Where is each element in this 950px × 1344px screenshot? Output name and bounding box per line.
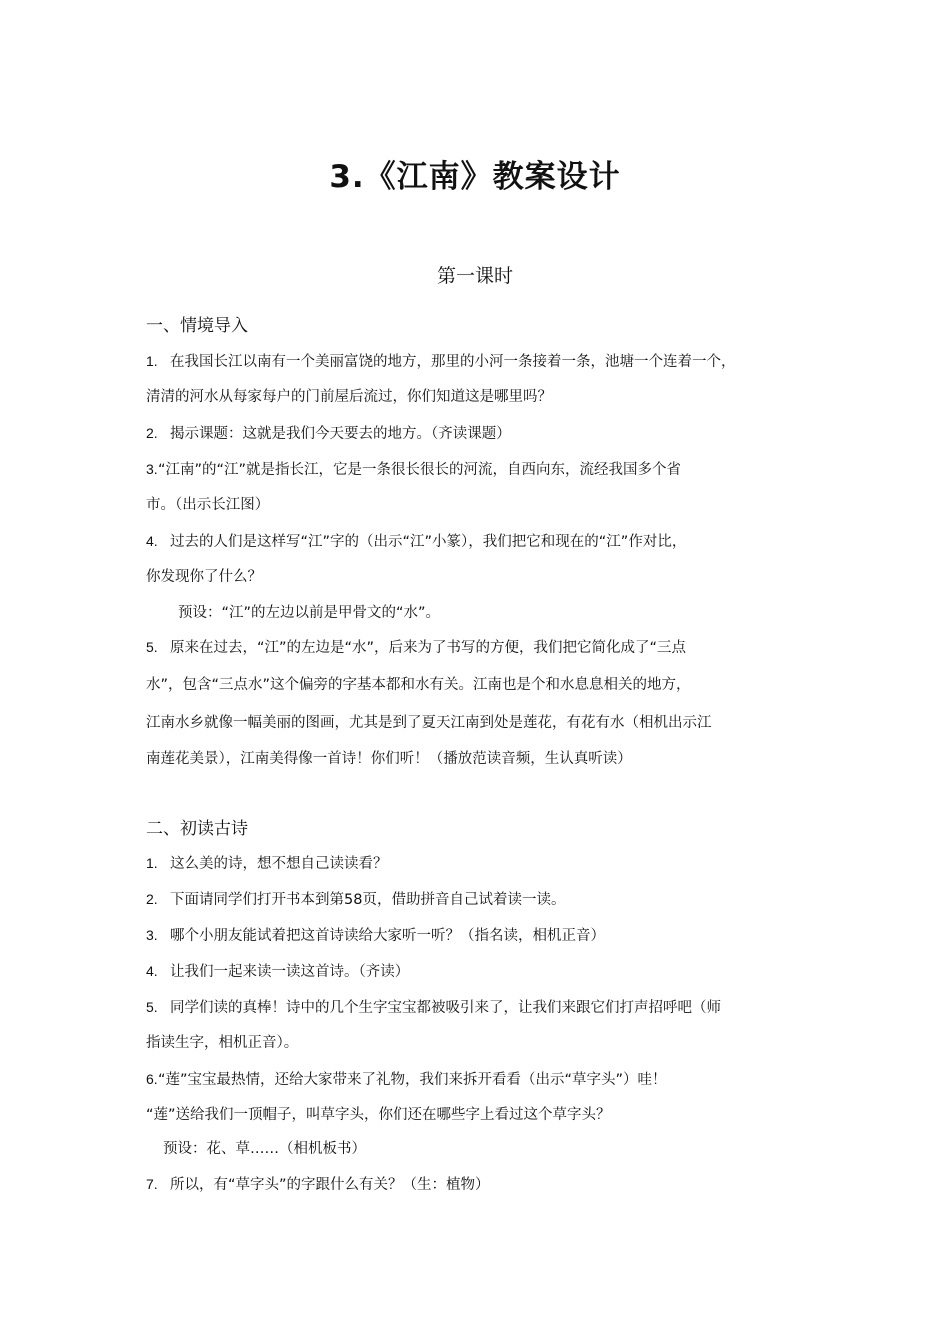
- list-item-continuation: 水”，包含“三点水”这个偏旁的字基本都和水有关。江南也是个和水息息相关的地方，: [146, 677, 691, 693]
- list-item-continuation: 你发现你了什么？: [146, 569, 262, 585]
- lesson-period-subtitle: 第一课时: [436, 265, 513, 287]
- list-item: 3. 哪个小朋友能试着把这首诗读给大家听一听？（指名读，相机正音）: [146, 927, 605, 944]
- list-item-continuation: 指读生字，相机正音）。: [146, 1035, 299, 1051]
- list-item-continuation: 南莲花美景），江南美得像一首诗！你们听！（播放范读音频，生认真听读）: [146, 751, 632, 767]
- list-item: 2. 揭示课题：这就是我们今天要去的地方。（齐读课题）: [146, 425, 511, 442]
- list-item: 2. 下面请同学们打开书本到第58页，借助拼音自己试着读一读。: [146, 891, 566, 908]
- list-item: 7. 所以，有“草字头”的字跟什么有关？（生：植物）: [146, 1176, 490, 1193]
- list-item: 5. 同学们读的真棒！诗中的几个生字宝宝都被吸引来了，让我们来跟它们打声招呼吧（师: [146, 999, 721, 1016]
- expected-answer-note: 预设：花、草……（相机板书）: [163, 1141, 366, 1157]
- list-item: 3.“江南”的“江”就是指长江，它是一条很长很长的河流，自西向东，流经我国多个省: [146, 461, 682, 478]
- expected-answer-note: 预设：“江”的左边以前是甲骨文的“水”。: [178, 605, 441, 621]
- list-item: 4. 过去的人们是这样写“江”字的（出示“江”小篆），我们把它和现在的“江”作对比，: [146, 533, 687, 550]
- list-item-continuation: 市。（出示长江图）: [146, 497, 270, 513]
- section-heading-first-reading: 二、初读古诗: [146, 819, 248, 839]
- section-heading-intro: 一、情境导入: [146, 316, 248, 336]
- list-item-continuation: “莲”送给我们一顶帽子，叫草字头，你们还在哪些字上看过这个草字头？: [146, 1107, 611, 1123]
- list-item: 1. 这么美的诗，想不想自己读读看？: [146, 855, 388, 872]
- list-item-continuation: 清清的河水从每家每户的门前屋后流过，你们知道这是哪里吗？: [146, 389, 552, 405]
- list-item: 6.“莲”宝宝最热情，还给大家带来了礼物，我们来拆开看看（出示“草字头”）哇！: [146, 1071, 667, 1088]
- list-item-continuation: 江南水乡就像一幅美丽的图画，尤其是到了夏天江南到处是莲花，有花有水（相机出示江: [146, 715, 712, 731]
- list-item: 1. 在我国长江以南有一个美丽富饶的地方，那里的小河一条接着一条，池塘一个连着一个，: [146, 353, 736, 370]
- document-title: 3.《江南》教案设计: [329, 159, 621, 195]
- list-item: 4. 让我们一起来读一读这首诗。（齐读）: [146, 963, 410, 980]
- list-item: 5. 原来在过去，“江”的左边是“水”，后来为了书写的方便，我们把它简化成了“三点: [146, 639, 687, 656]
